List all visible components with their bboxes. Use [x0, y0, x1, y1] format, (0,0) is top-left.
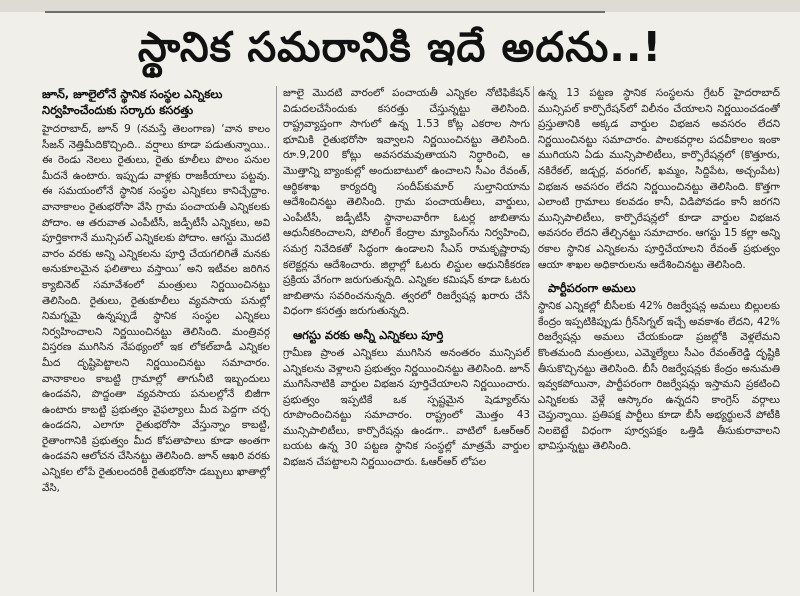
column-divider-1	[276, 86, 277, 592]
column-1	[42, 86, 270, 592]
column-3	[538, 86, 780, 592]
column-3-body-1: ఉన్న 13 పట్టణ స్థానిక సంస్థలను గ్రేటర్ హైదరాబాద్ మున్సిపల్ కార్పొరేషన్‌లో విలీనం చేయాలని నిర్ణయించడంతో ప్రస్తుతానికి అక్కడ వార్డుల విభజన అవసరం లేదని నిర్ణయించినట్టు సమాచారం. పాలకవర్గాల పదవీకాలం ఇంకా ముగియని ఏడు మున్సిపాలిటీలు, కార్పొరేషన్లలో (కొత్తూరు, నకిరేకల్, జడ్చర్ల, వరంగల్, ఖమ్మం, సిద్దిపేట, అచ్చంపేట) విభజన అవసరం లేదని నిర్ణయించినట్టు తెలిసింది. కొత్తగా ఎలాంటి గ్రామాలు కలవడం కానీ, విడిపోవడం కానీ జరగని మున్సిపాలిటీలు, కార్పొరేషన్లలో కూడా వార్డుల విభజన అవసరం లేదని తేల్చినట్టు సమాచారం. ఆగస్టు 15 కల్లా అన్ని రకాల స్థానిక ఎన్నికలను పూర్తిచేయాలని రేవంత్ ప్రభుత్వం ఆయా శాఖల అధికారులను ఆదేశించినట్టు తెలిసింది.	[538, 87, 780, 271]
section-title-party: పార్టీపరంగా అమలు	[548, 281, 636, 296]
top-rule	[45, 11, 605, 13]
column-2	[283, 86, 530, 592]
headline: స్థానిక సమరానికి ఇదే అదను..!	[137, 23, 663, 71]
column-3-body-2: స్థానిక ఎన్నికల్లో బీసీలకు 42% రిజర్వేషన్ల అమలు బిల్లులకు కేంద్రం ఇప్పటికిప్పుడు గ్రీన్‌సిగ్నల్ ఇచ్చే అవకాశం లేదని, 42% రిజర్వేషన్లు అమలు చేయకుండా ప్రజల్లోకి వెళ్లలేమని కొంతమంది మంత్రులు, ఎమ్మెల్యేలు సీఎం రేవంత్‌రెడ్డి దృష్టికి తీసుకొచ్చినట్టు తెలిసింది. బీసీ రిజర్వేషన్లకు కేంద్రం అనుమతి ఇవ్వకపోయినా, పార్టీపరంగా రిజర్వేషన్లు ఇస్తామని ప్రకటించి ఎన్నికలకు వెళ్లే ఆస్కారం ఉన్నదని కాంగ్రెస్ వర్గాలు చెప్తున్నాయి. ప్రతిపక్ష పార్టీలు కూడా బీసీ అభ్యర్థులనే పోటీకి నిలబెట్టే విధంగా పూర్వపక్షం ఒత్తిడి తీసుకురావాలని భావిస్తున్నట్టు తెలిసింది.	[538, 300, 780, 453]
subheadline: జూన్, జూలైలోనే స్థానిక సంస్థల ఎన్నికలు నిర్వహించేందుకు సర్కారు కసరత్తు	[42, 87, 223, 117]
column-divider-2	[533, 86, 534, 592]
column-2-body-1: జూలై మొదటి వారంలో పంచాయతీ ఎన్నికల నోటిఫికేషన్ విడుదలచేసేందుకు కసరత్తు చేస్తున్నట్టు తెలిసింది. రాష్ట్రవ్యాప్తంగా సాగులో ఉన్న 1.53 కోట్ల ఎకరాల సాగు భూమికి రైతుభరోసా ఇవ్వాలని నిర్ణయించినట్టు తెలిసింది. రూ.9,200 కోట్లు అవసరమవుతాయని నిర్ధారించి, ఆ మొత్తాన్ని బ్యాంకుల్లో అందుబాటులో ఉంచాలని సీఎం రేవంత్, ఆర్థికశాఖ కార్యదర్శి సందీప్‌కుమార్ సుల్తానియాను ఆదేశించినట్టు తెలిసింది. గ్రామ పంచాయతీలు, వార్డులు, ఎంపీటీసీ, జడ్పీటీసీ స్థానాలవారీగా ఓటర్ల జాబితాను ఆధునీకరించాలని, పోలింగ్ కేంద్రాల మ్యాపింగ్‌ను నిర్వహించి, సమగ్ర నివేదికతో సిద్ధంగా ఉండాలని సీఎస్ రామకృష్ణారావు కలెక్టర్లను ఆదేశించారు. జిల్లాల్లో ఓటరు లిస్టుల ఆధునికీకరణ ప్రక్రియ వేగంగా జరుగుతున్నది. ఎన్నికల కమిషన్ కూడా ఓటరు జాబితాను సవరించనున్నది. త్వరలో రిజర్వేషన్ల ఖరారు చేసే విధంగా కసరత్తు జరుగుతున్నది.	[283, 87, 530, 318]
section-title-elections: ఆగస్టు వరకు అన్నీ ఎన్నికలు పూర్తి	[293, 327, 444, 342]
column-2-body-2: గ్రామీణ ప్రాంత ఎన్నికలు ముగిసిన అనంతరం మున్సిపల్ ఎన్నికలను వెళ్లాలని ప్రభుత్వం నిర్ణయించినట్టు తెలిసింది. జూన్ ముగిసేనాటికి వార్డుల విభజన పూర్తిచేయాలని నిర్ణయించారు. ప్రభుత్వం ఇప్పటికే ఒక స్పష్టమైన షెడ్యూల్‌ను రూపొందించినట్టు సమాచారం. రాష్ట్రంలో మొత్తం 43 మున్సిపాలిటీలు, కార్పొరేషన్లు ఉండగా.. వాటిలో ఓఆర్ఆర్ బయట ఉన్న 30 పట్టణ స్థానిక సంస్థల్లో మాత్రమే వార్డుల విభజన చేపట్టాలని నిర్ణయించారు. ఓఆర్ఆర్ లోపల	[283, 346, 530, 469]
column-1-body: హైదరాబాద్, జూన్ 9 (నమస్తే తెలంగాణ) ‘వాన కాలం సీజన్ నెత్తిమీదికొచ్చింది.. వర్షాలు కూడా పడుతున్నాయి.. ఈ రెండు నెలలు రైతులు, రైతు కూలీలు పొలం పనుల మీదనే ఉంటారు. ఇప్పుడు వాళ్లకు రాజకీయాలు పట్టవు. ఈ సమయంలోనే స్థానిక సంస్థల ఎన్నికలు కానిచ్చేద్దాం. వానాకాలం రైతుభరోసా వేసి గ్రామ పంచాయతీ ఎన్నికలకు పోదాం. ఆ తరువాత ఎంపీటీసీ, జడ్పీటీసీ ఎన్నికలు, అవి పూర్తికాగానే మున్సిపల్ ఎన్నికలకు పోదాం. ఆగస్టు మొదటి వారం వరకు అన్ని ఎన్నికలను పూర్తి చేయగలిగితే మనకు అనుకూలమైన ఫలితాలు వస్తాయి’ అని ఇటీవల జరిగిన క్యాబినెట్ సమావేశంలో మంత్రులు నిర్ణయించినట్టు తెలిసింది. రైతులు, రైతుకూలీలు వ్యవసాయ పనుల్లో నిమగ్నమై ఉన్నప్పుడే స్థానిక సంస్థల ఎన్నికలు నిర్వహించాలని నిర్ణయించినట్టు తెలిసింది. మంత్రివర్గ విస్తరణ ముగిసిన నేపథ్యంలో ఇక లోకల్‌బాడీ ఎన్నికల మీద దృష్టిపెట్టాలని నిర్ణయించినట్టు సమాచారం. వానాకాలం కాబట్టి గ్రామాల్లో తాగునీటి ఇబ్బందులు ఉండవని, పొద్దంతా వ్యవసాయ పనులల్లోనే బిజీగా ఉంటారు కాబట్టి ప్రభుత్వం వైఫల్యాలు మీద పెద్దగా చర్చ ఉండదని, ఎలాగూ రైతుభరోసా వేస్తున్నాం కాబట్టి, రైతాంగానికి ప్రభుత్వం మీద కోపతాపాలు కూడా అంతగా ఉండవని ఆలోచన చేసినట్టు తెలిసింది. జూన్ ఆఖరి వరకు ఎన్నికల లోపే రైతులందరికీ రైతుభరోసా డబ్బులు ఖాతాల్లో వేసి,	[42, 123, 270, 494]
